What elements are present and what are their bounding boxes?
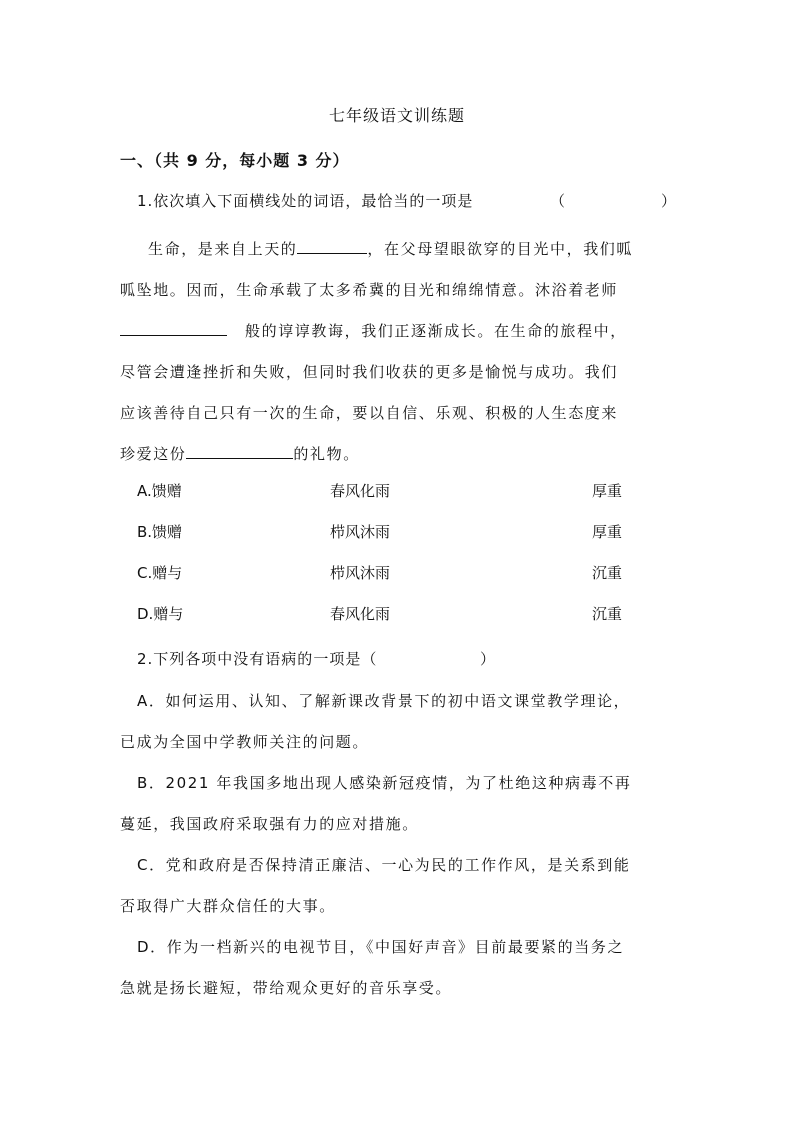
- option-row-b: [137, 521, 697, 562]
- option-c-line-1: C．党和政府是否保持清正廉洁、一心为民的工作作风，是关系到能: [137, 856, 631, 874]
- passage-line: [120, 434, 680, 475]
- option-word-3: 沉重: [592, 564, 623, 582]
- option-a-line-2: 已成为全国中学教师关注的问题。: [120, 733, 370, 751]
- option-c-line-2: 否取得广大群众信任的大事。: [120, 897, 336, 915]
- option-word-2: 春风化雨: [330, 605, 391, 623]
- question-2-text: 2.下列各项中没有语病的一项是（: [137, 650, 378, 668]
- section-heading: 一、（共 9 分，每小题 3 分）: [120, 151, 350, 170]
- option-word-2: 栉风沐雨: [330, 564, 391, 582]
- option-b-line-2: 蔓延，我国政府采取强有力的应对措施。: [120, 815, 419, 833]
- passage-text: 般的谆谆教诲，我们正逐渐成长。在生命的旅程中，: [245, 322, 627, 340]
- answer-paren-open: （: [550, 192, 567, 210]
- question-2-options: [120, 681, 685, 1009]
- answer-paren-close: ）: [661, 192, 678, 210]
- question-2-stem: [137, 648, 497, 669]
- option-row-a: [137, 480, 697, 521]
- document-title: 七年级语文训练题: [328, 106, 465, 125]
- fill-blank-1: [297, 237, 367, 254]
- option-b-line-1: B．2021 年我国多地出现人感染新冠疫情，为了杜绝这种病毒不再: [137, 774, 632, 792]
- option-label: C.赠与: [137, 564, 183, 582]
- fill-blank-2: [120, 319, 227, 336]
- passage-text: 的礼物。: [293, 445, 360, 463]
- option-label: B.馈赠: [137, 523, 183, 541]
- option-label: D.赠与: [137, 605, 184, 623]
- passage-text: 生命，是来自上天的: [148, 240, 298, 258]
- question-1-options: [137, 480, 697, 644]
- passage-text: ，在父母望眼欲穿的目光中，我们呱: [367, 240, 634, 258]
- passage-line: [120, 311, 680, 352]
- option-d-line-1: D．作为一档新兴的电视节目，《中国好声音》目前最要紧的当务之: [137, 938, 625, 956]
- option-word-2: 栉风沐雨: [330, 523, 391, 541]
- option-row-c: [137, 562, 697, 603]
- option-row-d: [137, 603, 697, 644]
- option-label: A.馈赠: [137, 482, 182, 500]
- option-word-2: 春风化雨: [330, 482, 391, 500]
- passage-line: 尽管会遭逢挫折和失败，但同时我们收获的更多是愉悦与成功。我们: [120, 363, 619, 381]
- fill-blank-3: [186, 442, 293, 459]
- option-word-3: 厚重: [592, 482, 623, 500]
- passage-line: [120, 229, 680, 270]
- option-a-line-1: A．如何运用、认知、了解新课改背景下的初中语文课堂教学理论，: [137, 692, 631, 710]
- option-d-line-2: 急就是扬长避短，带给观众更好的音乐享受。: [120, 979, 453, 997]
- option-word-3: 厚重: [592, 523, 623, 541]
- passage-line: 应该善待自己只有一次的生命，要以自信、乐观、积极的人生态度来: [120, 404, 619, 422]
- question-1-text: 1.依次填入下面横线处的词语，最恰当的一项是: [137, 192, 474, 210]
- question-1-stem: [137, 190, 697, 211]
- option-word-3: 沉重: [592, 605, 623, 623]
- passage-text: 珍爱这份: [120, 445, 187, 463]
- passage-line: 呱坠地。因而，生命承载了太多希冀的目光和绵绵情意。沐浴着老师: [120, 281, 619, 299]
- answer-paren-close: ）: [480, 650, 497, 668]
- question-1-passage: [120, 229, 680, 475]
